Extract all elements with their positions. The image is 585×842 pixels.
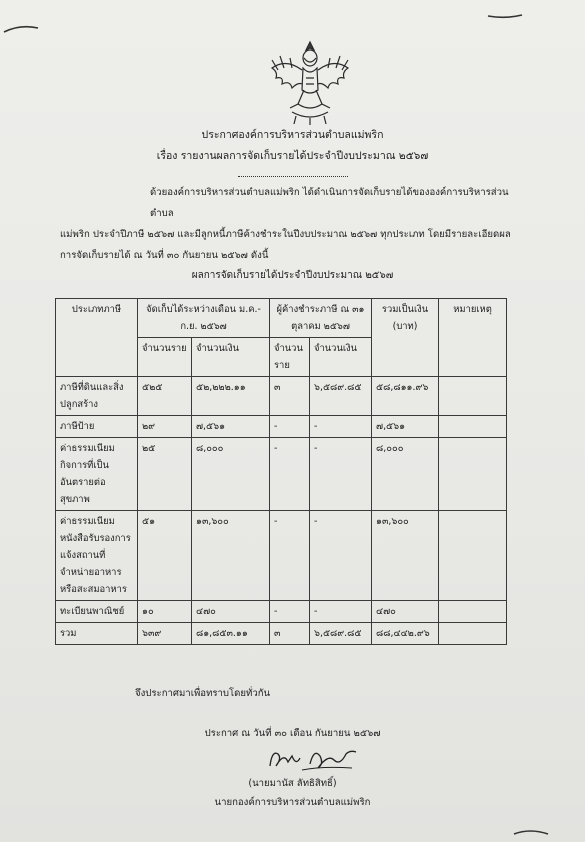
- dotted-divider: [238, 176, 348, 177]
- cell-collected-count: ๕๒๕: [138, 377, 192, 416]
- cell-note: [439, 623, 507, 645]
- header-total: รวมเป็นเงิน (บาท): [372, 299, 439, 377]
- cell-arrears-count: -: [270, 438, 310, 511]
- signer-position: นายกองค์การบริหารส่วนตำบลแม่พริก: [214, 797, 371, 808]
- cell-note: [439, 377, 507, 416]
- cell-arrears-count: -: [270, 416, 310, 438]
- table-title: ผลการจัดเก็บรายได้ประจำปีงบประมาณ ๒๕๖๗: [191, 270, 394, 281]
- cell-collected-count: ๕๑: [138, 511, 192, 601]
- header-collected-amount: จำนวนเงิน: [192, 338, 270, 377]
- header-note: หมายเหตุ: [439, 299, 507, 377]
- cell-tax-type: ทะเบียนพาณิชย์: [56, 601, 138, 623]
- cell-collected-count: ๒๙: [138, 416, 192, 438]
- header-arrears: ผู้ค้างชำระภาษี ณ ๓๑ ตุลาคม ๒๕๖๗: [270, 299, 372, 338]
- paragraph-line-3: การจัดเก็บรายได้ ณ วันที่ ๓๐ กันยายน ๒๕๖๗ ดังนี้: [60, 250, 269, 261]
- cell-collected-amount: ๑๓,๖๐๐: [192, 511, 270, 601]
- header-arrears-count: จำนวนราย: [270, 338, 310, 377]
- cell-collected-amount: ๔๗๐: [192, 601, 270, 623]
- cell-total: ๘๘,๔๔๒.๙๖: [372, 623, 439, 645]
- cell-total: ๗,๕๖๑: [372, 416, 439, 438]
- cell-arrears-count: -: [270, 511, 310, 601]
- cell-arrears-amount: -: [310, 416, 372, 438]
- signer-name: (นายมานัส ลัทธิสิทธิ์): [248, 778, 337, 789]
- cell-note: [439, 601, 507, 623]
- cell-total: ๕๘,๘๑๑.๙๖: [372, 377, 439, 416]
- cell-tax-type: ภาษีป้าย: [56, 416, 138, 438]
- cell-total: ๑๓,๖๐๐: [372, 511, 439, 601]
- cell-tax-type: รวม: [56, 623, 138, 645]
- announcement-title: ประกาศองค์การบริหารส่วนตำบลแม่พริก: [201, 129, 384, 141]
- cell-arrears-amount: -: [310, 511, 372, 601]
- table-row: [56, 416, 507, 438]
- cell-collected-count: ๖๓๙: [138, 623, 192, 645]
- table-row: [56, 438, 507, 511]
- revenue-table: [55, 298, 507, 645]
- announcement-date: ประกาศ ณ วันที่ ๓๐ เดือน กันยายน ๒๕๖๗: [204, 728, 381, 739]
- header-arrears-amount: จำนวนเงิน: [310, 338, 372, 377]
- header-tax-type: ประเภทภาษี: [56, 299, 138, 377]
- cell-note: [439, 511, 507, 601]
- cell-arrears-count: ๓: [270, 623, 310, 645]
- cell-tax-type: ภาษีที่ดินและสิ่งปลูกสร้าง: [56, 377, 138, 416]
- table-row-total: [56, 623, 507, 645]
- cell-arrears-count: ๓: [270, 377, 310, 416]
- header-collected-count: จำนวนราย: [138, 338, 192, 377]
- cell-arrears-amount: -: [310, 438, 372, 511]
- cell-note: [439, 416, 507, 438]
- intro-paragraph: [60, 182, 530, 266]
- cell-collected-amount: ๘๑,๘๕๓.๑๑: [192, 623, 270, 645]
- cell-arrears-amount: ๖,๕๘๙.๘๕: [310, 623, 372, 645]
- cell-collected-count: ๒๕: [138, 438, 192, 511]
- garuda-emblem-icon: [268, 38, 352, 126]
- corner-mark-top-left: [2, 22, 42, 36]
- corner-mark-bottom-right: [512, 826, 552, 840]
- cell-arrears-count: -: [270, 601, 310, 623]
- paragraph-line-1: ด้วยองค์การบริหารส่วนตำบลแม่พริก ได้ดำเนินการจัดเก็บรายได้ขององค์การบริหารส่วนตำบล: [150, 187, 509, 219]
- cell-collected-amount: ๘,๐๐๐: [192, 438, 270, 511]
- closing-statement: จึงประกาศมาเพื่อทราบโดยทั่วกัน: [135, 688, 271, 699]
- announcement-subject: เรื่อง รายงานผลการจัดเก็บรายได้ประจำปีงบประมาณ ๒๕๖๗: [156, 150, 429, 162]
- signature-icon: [262, 744, 362, 774]
- cell-collected-count: ๑๐: [138, 601, 192, 623]
- cell-total: ๘,๐๐๐: [372, 438, 439, 511]
- cell-tax-type: ค่าธรรมเนียมหนังสือรับรองการแจ้งสถานที่จำหน่ายอาหารหรือสะสมอาหาร: [56, 511, 138, 601]
- paragraph-line-2: แม่พริก ประจำปีภาษี ๒๕๖๗ และมีลูกหนี้ภาษีค้างชำระในปีงบประมาณ ๒๕๖๗ ทุกประเภท โดยมีรายละเอียดผล: [60, 229, 511, 240]
- cell-total: ๔๗๐: [372, 601, 439, 623]
- cell-collected-amount: ๕๒,๒๒๒.๑๑: [192, 377, 270, 416]
- corner-mark-top-right: [486, 10, 526, 22]
- cell-note: [439, 438, 507, 511]
- table-row: [56, 601, 507, 623]
- cell-tax-type: ค่าธรรมเนียมกิจการที่เป็นอันตรายต่อสุขภาพ: [56, 438, 138, 511]
- header-collected: จัดเก็บได้ระหว่างเดือน ม.ค.-ก.ย. ๒๕๖๗: [138, 299, 270, 338]
- table-row: [56, 377, 507, 416]
- cell-arrears-amount: -: [310, 601, 372, 623]
- cell-collected-amount: ๗,๕๖๑: [192, 416, 270, 438]
- table-row: [56, 511, 507, 601]
- cell-arrears-amount: ๖,๕๘๙.๘๕: [310, 377, 372, 416]
